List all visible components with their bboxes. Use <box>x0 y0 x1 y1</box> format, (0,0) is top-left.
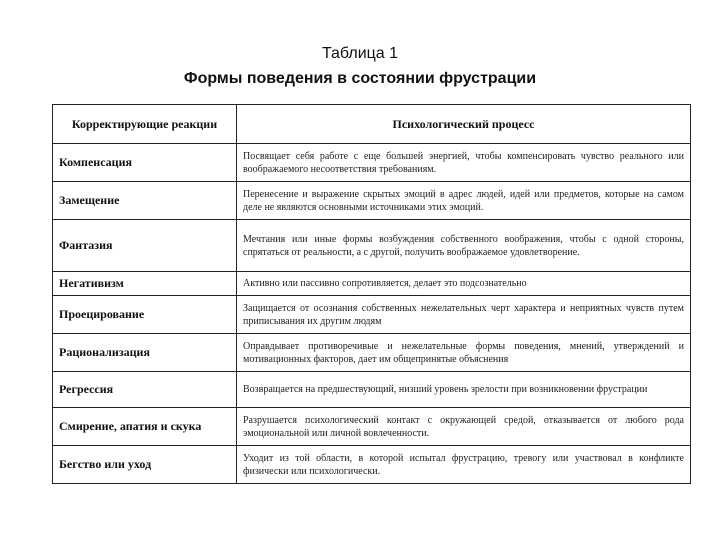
reaction-cell: Замещение <box>53 182 237 220</box>
table-row <box>53 334 691 372</box>
title-block <box>0 44 720 90</box>
table-row <box>53 446 691 484</box>
table-row <box>53 144 691 182</box>
process-cell: Активно или пассивно сопротивляется, делает это подсознательно <box>237 272 691 296</box>
table-number: Таблица 1 <box>321 45 399 62</box>
process-cell: Защищается от осознания собственных нежелательных черт характера и неприятных чувств путем приписывания их другим людям <box>237 296 691 334</box>
table-row <box>53 182 691 220</box>
header-reactions: Корректирующие реакции <box>53 105 237 144</box>
process-cell: Мечтания или иные формы возбуждения собственного воображения, чтобы с одной стороны, спрятаться от реальности, а с другой, получить воображаемое удовлетворение. <box>237 220 691 272</box>
table-title: Формы поведения в состоянии фрустрации <box>183 70 537 87</box>
table-row <box>53 220 691 272</box>
reaction-cell: Проецирование <box>53 296 237 334</box>
header-process: Психологический процесс <box>237 105 691 144</box>
reaction-cell: Негативизм <box>53 272 237 296</box>
table-row <box>53 372 691 408</box>
reaction-cell: Рационализация <box>53 334 237 372</box>
frustration-table <box>52 104 691 484</box>
process-cell: Возвращается на предшествующий, низший уровень зрелости при возникновении фрустрации <box>237 372 691 408</box>
process-cell: Разрушается психологический контакт с окружающей средой, отказывается от любого рода эмоциональной или личной вовлеченности. <box>237 408 691 446</box>
reaction-cell: Бегство или уход <box>53 446 237 484</box>
reaction-cell: Фантазия <box>53 220 237 272</box>
table-row <box>53 408 691 446</box>
process-cell: Оправдывает противоречивые и нежелательные формы поведения, мнений, утверждений и мотивационных факторов, дает им общепринятые объяснения <box>237 334 691 372</box>
reaction-cell: Компенсация <box>53 144 237 182</box>
process-cell: Перенесение и выражение скрытых эмоций в адрес людей, идей или предметов, которые на самом деле не являются основными источниками этих эмоций. <box>237 182 691 220</box>
table-row <box>53 296 691 334</box>
process-cell: Уходит из той области, в которой испытал фрустрацию, тревогу или участвовал в конфликте физически или психологически. <box>237 446 691 484</box>
table-row <box>53 272 691 296</box>
process-cell: Посвящает себя работе с еще большей энергией, чтобы компенсировать чувство реального или воображаемого несоответствия требованиям. <box>237 144 691 182</box>
reaction-cell: Регрессия <box>53 372 237 408</box>
header-row <box>53 105 691 144</box>
reaction-cell: Смирение, апатия и скука <box>53 408 237 446</box>
